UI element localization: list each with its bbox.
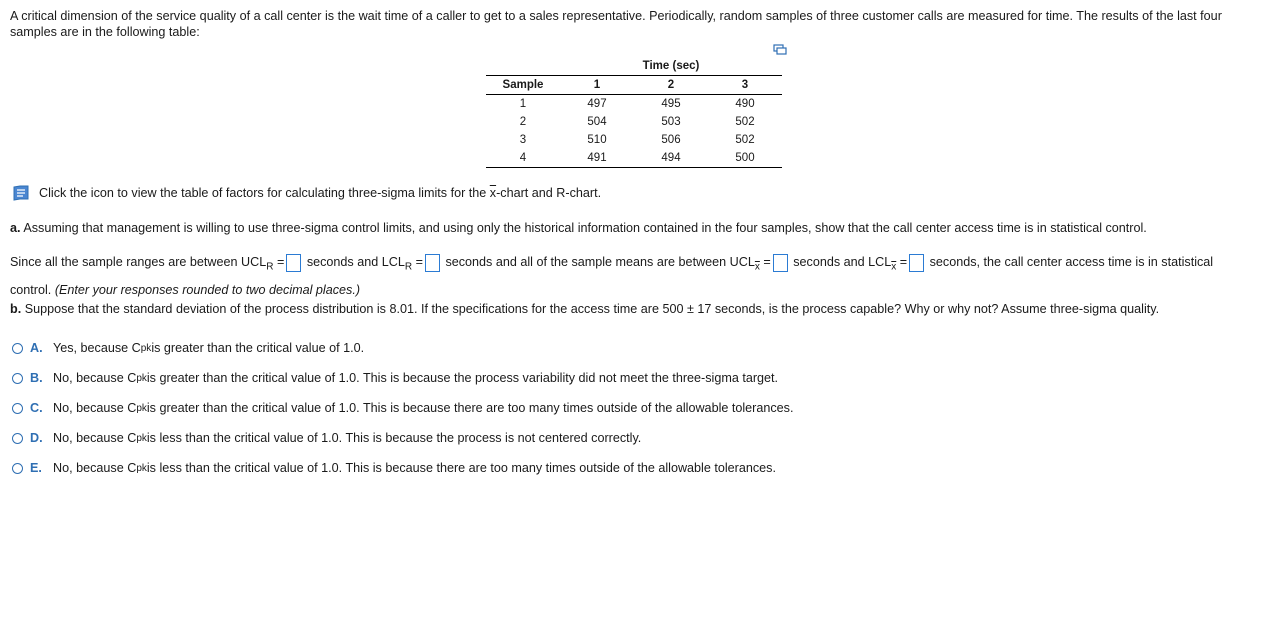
table-cell: 500 (708, 149, 782, 168)
radio-button[interactable] (12, 373, 23, 384)
option-letter: E. (30, 461, 42, 475)
part-b-text: Suppose that the standard deviation of the process distribution is 8.01. If the specifications for the access time are 500 ± 17 seconds, is the process capable? Why or why not? Assume three-sigma quality. (21, 302, 1160, 316)
option-sub: pk (136, 432, 147, 444)
option-b[interactable] (12, 371, 778, 385)
option-letter: A. (30, 341, 43, 355)
table-cell: 4 (486, 149, 560, 168)
option-text-end: is greater than the critical value of 1.0. This is because there are too many times outside of the allowable tolerances. (146, 401, 794, 415)
option-text: No, because C (53, 431, 137, 445)
option-text: Yes, because C (53, 341, 141, 355)
option-d[interactable] (12, 431, 641, 445)
option-letter: D. (30, 431, 43, 445)
header-cell: Sample (486, 76, 560, 95)
table-cell: 504 (587, 116, 607, 128)
table-cell: 491 (560, 149, 634, 168)
table-cell: 510 (587, 134, 607, 146)
sentence-part: seconds and LCL (306, 255, 405, 269)
table-row (486, 149, 782, 168)
table-cell: 495 (661, 98, 681, 110)
rounding-hint: (Enter your responses rounded to two decimal places.) (54, 282, 361, 297)
equals: = (273, 255, 285, 269)
part-a-prompt (10, 221, 1147, 235)
table-row (486, 131, 782, 149)
table-cell: 490 (735, 98, 755, 110)
option-sub: pk (136, 462, 147, 474)
table-row (486, 95, 782, 114)
option-text: No, because C (53, 401, 137, 415)
table-cell: 2 (519, 116, 527, 128)
option-text-end: is less than the critical value of 1.0. This is because the process is not centered correctly. (146, 431, 642, 445)
radio-button[interactable] (12, 463, 23, 474)
table-row (486, 113, 782, 131)
sub-xbar: x (754, 261, 760, 273)
part-a-label: a. (10, 221, 21, 235)
table-cell: 494 (634, 149, 708, 168)
table-cell: 506 (661, 134, 681, 146)
header-cell: 1 (560, 76, 634, 95)
sub-xbar: x (891, 261, 897, 273)
table-cell: 502 (735, 134, 755, 146)
lcl-r-input[interactable] (425, 254, 440, 272)
ucl-x-input[interactable] (773, 254, 788, 272)
header-cell: 2 (634, 76, 708, 95)
table-cell: 502 (735, 116, 755, 128)
option-text-end: is less than the critical value of 1.0. This is because there are too many times outside of the allowable tolerances. (146, 461, 776, 475)
factor-table-icon[interactable] (12, 184, 32, 202)
samples-table (486, 57, 782, 168)
sentence-part: seconds and LCL (793, 255, 892, 269)
sub-r: R (266, 261, 274, 273)
option-letter: C. (30, 401, 43, 415)
table-cell: 503 (661, 116, 681, 128)
option-c[interactable] (12, 401, 793, 415)
radio-button[interactable] (12, 403, 23, 414)
equals: = (412, 255, 423, 269)
sentence-part: Since all the sample ranges are between UCL (10, 255, 267, 269)
header-cell: 3 (708, 76, 782, 95)
table-cell: 3 (519, 134, 527, 146)
option-text: No, because C (53, 371, 137, 385)
option-text-end: is greater than the critical value of 1.0. This is because the process variability did not meet the three-sigma target. (146, 371, 779, 385)
option-sub: pk (136, 372, 147, 384)
option-e[interactable] (12, 461, 776, 475)
factor-link-text-end: -chart and R-chart. (496, 186, 602, 200)
sentence-part: seconds and all of the sample means are between UCL (445, 255, 755, 269)
copy-table-icon[interactable] (773, 44, 787, 56)
radio-button[interactable] (12, 433, 23, 444)
factor-table-link (12, 184, 601, 202)
option-sub: pk (140, 342, 152, 354)
equals: = (759, 255, 771, 269)
part-a-text: Assuming that management is willing to use three-sigma control limits, and using only the historical information contained in the four samples, show that the call center access time is in statistical control. (20, 221, 1147, 235)
table-cell: 1 (519, 98, 527, 110)
sentence-part: seconds, the call center access time is in statistical control. (10, 255, 1214, 297)
radio-button[interactable] (12, 343, 23, 354)
equals: = (896, 255, 908, 269)
option-sub: pk (136, 402, 147, 414)
part-b-prompt (10, 302, 1159, 316)
time-header: Time (sec) (642, 60, 700, 72)
option-text-end: is greater than the critical value of 1.0. (151, 341, 365, 355)
sub-r: R (404, 261, 413, 273)
x-bar-symbol: $\overline{x}$ (489, 186, 497, 200)
part-a-answer-sentence (10, 251, 1250, 301)
lcl-x-input[interactable] (909, 254, 924, 272)
option-a[interactable] (12, 341, 364, 355)
option-text: No, because C (53, 461, 137, 475)
table-cell: 497 (587, 98, 607, 110)
problem-intro: A critical dimension of the service quality of a call center is the wait time of a caller to get to a sales representative. Periodically, random samples of three customer calls are measured for time. The results of the last four samples are in the following table: (10, 9, 1222, 39)
part-b-label: b. (10, 302, 22, 316)
option-letter: B. (30, 371, 43, 385)
ucl-r-input[interactable] (286, 254, 301, 272)
factor-link-text: Click the icon to view the table of factors for calculating three-sigma limits for the (39, 186, 490, 200)
